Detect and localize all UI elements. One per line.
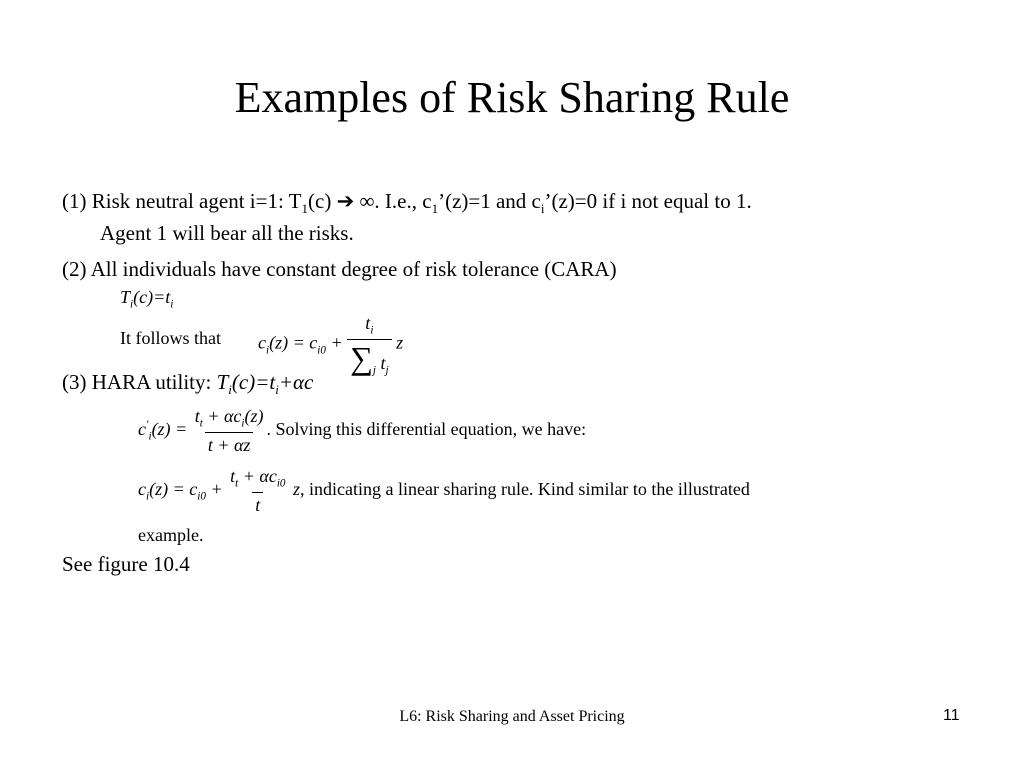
solution-fraction: $\frac{t_t + \alpha c_{i0}}{t}$	[230, 466, 286, 515]
cara-fraction: $\frac{t_i}{\sum_j t_j}$	[347, 313, 392, 376]
item-2-text: (2) All individuals have constant degree of risk tolerance (CARA)	[62, 257, 617, 281]
diffeq-fraction: $\frac{t_t + \alpha c_i(z)}{t + \alpha z}$	[194, 406, 264, 455]
page-number: 11	[943, 707, 960, 724]
slide-title: Examples of Risk Sharing Rule	[234, 73, 790, 122]
item-1-line-2: Agent 1 will bear all the risks.	[100, 221, 354, 245]
cara-sharing-rule: $c_i(z) = c_{i0}$ + $\frac{t_i}{\sum_j t_j}$ z	[258, 313, 404, 377]
see-figure-text: See figure 10.4	[62, 552, 190, 576]
hara-solution-equation: $c_i(z) = c_{i0}$ + $\frac{t_t + \alpha c_{i0}}{t}$ z, indicating a linear sharing rule. Kind similar to the illustrated	[138, 466, 750, 515]
it-follows-label: It follows that	[120, 328, 221, 348]
item-3-text: (3) HARA utility: $T_i(c)=t_i+\alpha c$	[62, 370, 314, 398]
solution-line-2: example.	[138, 525, 204, 545]
item-1-line-1: (1) Risk neutral agent i=1: $T_1(c)$ ➔ ∞. I.e., $c_1’(z)=1$ and $c_i’(z)=0$ if i not equal to 1.	[62, 189, 752, 217]
slide-footer: L6: Risk Sharing and Asset Pricing	[399, 708, 625, 725]
cara-equation: $T_i(c)=t_i$	[120, 287, 174, 311]
arrow-right-icon: ➔	[336, 189, 355, 213]
hara-differential-equation: $c'_i(z)$ = $\frac{t_t + \alpha c_i(z)}{t + \alpha z}$ . Solving this differential equation, we have:	[138, 406, 587, 455]
